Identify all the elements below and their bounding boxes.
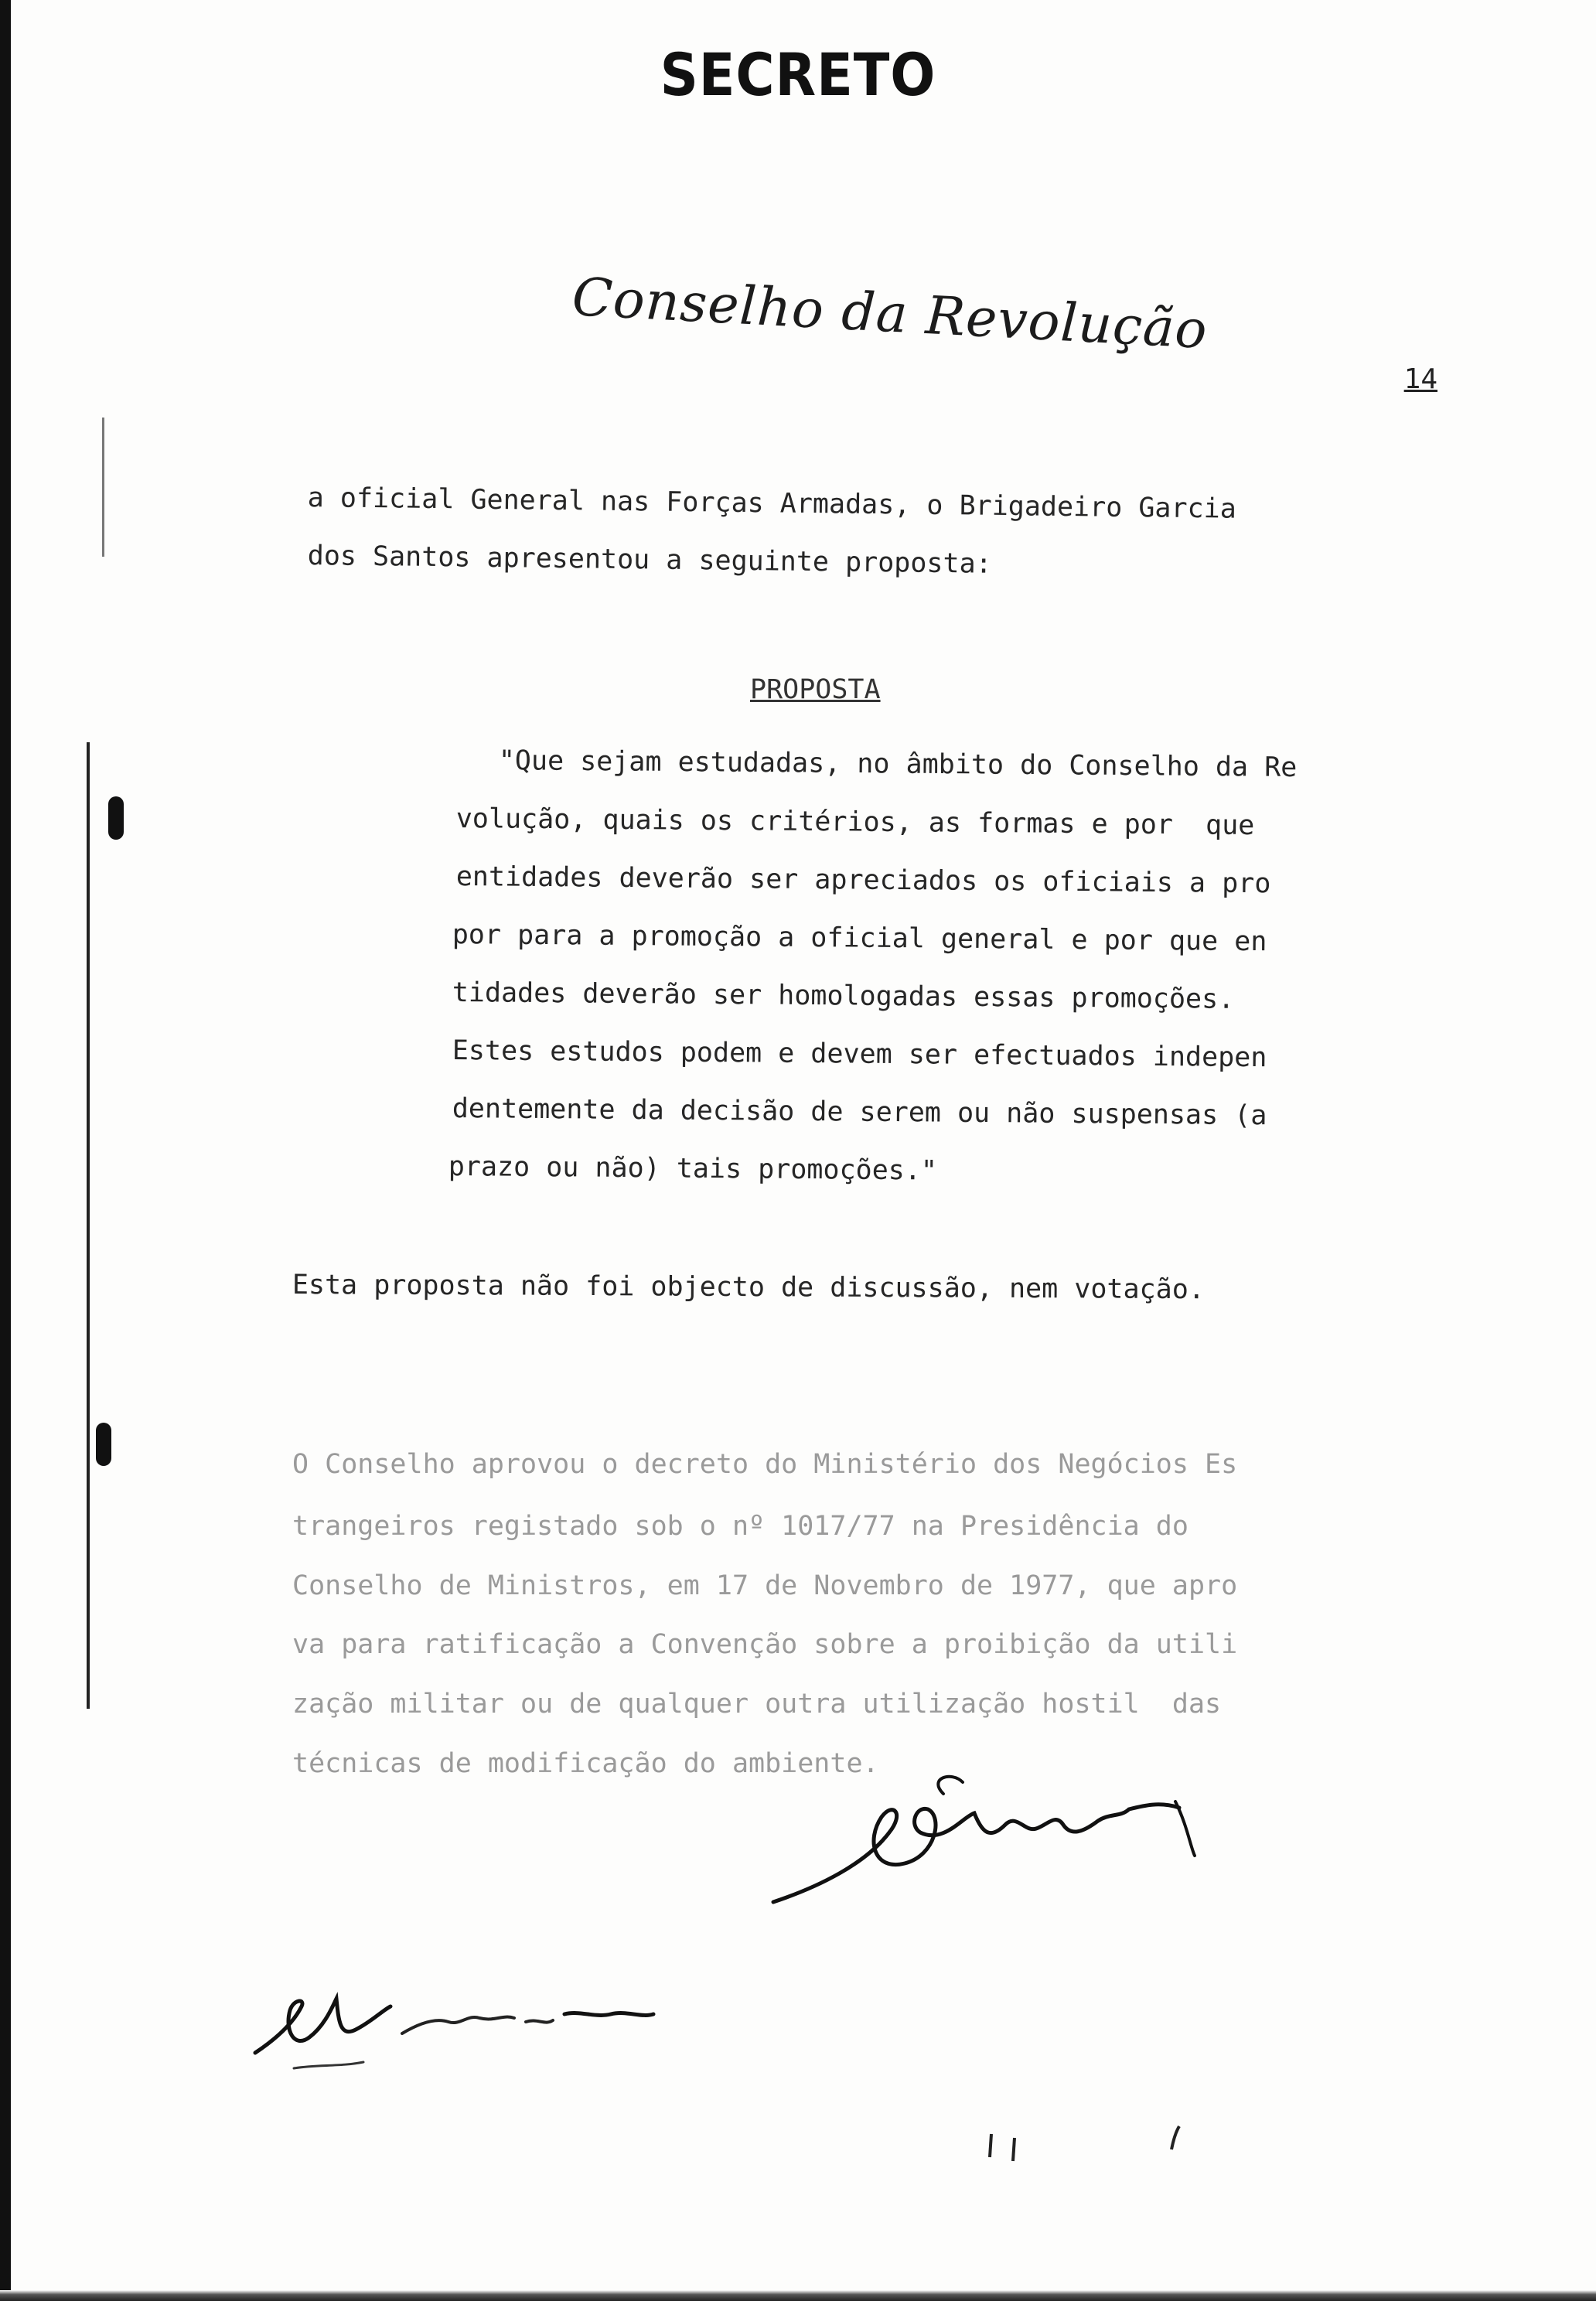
punch-hole-lower — [96, 1423, 111, 1466]
proposal-line-4: por para a promoção a oficial general e por que en — [452, 919, 1267, 958]
binding-mark-upper — [102, 418, 104, 557]
proposal-line-5: tidades deverão ser homologadas essas promoções. — [452, 977, 1235, 1015]
signature-right — [758, 1771, 1222, 1910]
proposal-line-3: entidades deverão ser apreciados os oficiais a pro — [455, 861, 1271, 900]
decree-line-2: trangeiros registado sob o nº 1017/77 na Presidência do — [292, 1511, 1188, 1542]
discussion-note: Esta proposta não foi objecto de discussão, nem votação. — [292, 1270, 1206, 1306]
proposal-line-1: "Que sejam estudadas, no âmbito do Conselho da Re — [498, 745, 1298, 784]
scan-left-edge — [0, 0, 11, 2301]
margin-marks — [967, 2119, 1199, 2173]
proposal-line-8: prazo ou não) tais promoções." — [448, 1151, 938, 1187]
proposal-line-7: dentemente da decisão de serem ou não suspensas (a — [452, 1093, 1267, 1132]
letterhead: Conselho da Revolução — [570, 267, 1209, 361]
decree-line-4: va para ratificação a Convenção sobre a proibição da utili — [292, 1629, 1238, 1660]
proposal-line-2: volução, quais os critérios, as formas e por que — [455, 803, 1255, 842]
proposal-title: PROPOSTA — [750, 674, 881, 705]
intro-line-2: dos Santos apresentou a seguinte proposta: — [307, 540, 992, 580]
decree-line-5: zação militar ou de qualquer outra utilização hostil das — [292, 1689, 1222, 1720]
classification-stamp: SECRETO — [660, 40, 936, 109]
signature-left — [247, 1975, 696, 2099]
scan-bottom-edge — [0, 2290, 1596, 2301]
decree-line-3: Conselho de Ministros, em 17 de Novembro de 1977, que apro — [292, 1570, 1238, 1601]
decree-line-1: O Conselho aprovou o decreto do Ministério dos Negócios Es — [292, 1449, 1238, 1480]
punch-hole-upper — [108, 796, 124, 840]
intro-line-1: a oficial General nas Forças Armadas, o Brigadeiro Garcia — [307, 482, 1237, 525]
proposal-line-6: Estes estudos podem e devem ser efectuados indepen — [452, 1035, 1267, 1074]
page-number: 14 — [1403, 363, 1437, 395]
decree-line-6: técnicas de modificação do ambiente. — [292, 1748, 879, 1779]
binding-mark — [87, 742, 90, 1709]
